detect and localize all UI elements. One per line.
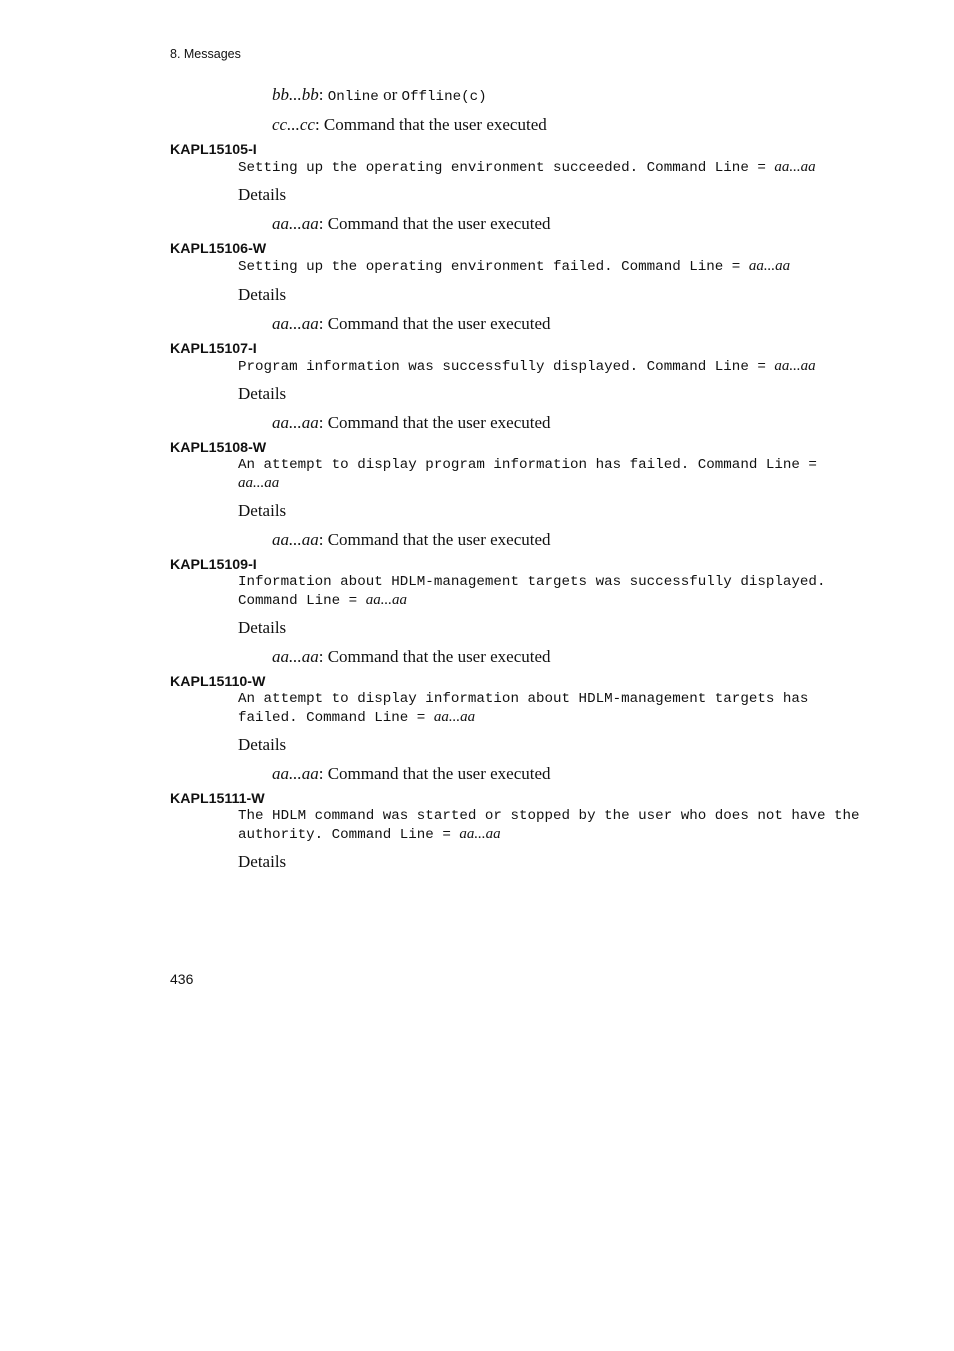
- details-label: Details: [238, 384, 287, 403]
- page-body: [170, 84, 860, 873]
- message-variable: aa...aa: [365, 591, 407, 608]
- details-label: Details: [238, 735, 287, 754]
- message-text: [238, 358, 860, 377]
- detail-parameter: [272, 529, 860, 551]
- param-variable: aa...aa: [272, 647, 319, 666]
- message-id: KAPL15106-W: [170, 241, 267, 257]
- param-bb: [272, 84, 860, 107]
- param-variable: aa...aa: [272, 214, 319, 233]
- message-id: KAPL15107-I: [170, 340, 257, 357]
- param-separator: :: [314, 114, 324, 134]
- message-variable: aa...aa: [238, 474, 280, 491]
- details-label: Details: [238, 618, 287, 637]
- param-variable: aa...aa: [272, 313, 319, 333]
- message-variable: aa...aa: [433, 708, 476, 725]
- message-body: An attempt to display program information has failed. Command Line =: [238, 457, 817, 473]
- code-online: Online: [327, 89, 379, 105]
- message-text: [238, 691, 860, 727]
- param-description: : Command that the user executed: [318, 764, 551, 783]
- details-section: [238, 734, 860, 785]
- details-label: Details: [238, 284, 287, 304]
- message-variable: aa...aa: [459, 825, 501, 842]
- message-variable: aa...aa: [774, 357, 816, 374]
- param-variable: bb...bb: [272, 85, 319, 104]
- page-number: 436: [170, 971, 194, 987]
- message-id: KAPL15108-W: [170, 440, 267, 456]
- message-entry: [170, 673, 860, 785]
- param-description: : Command that the user executed: [318, 530, 551, 549]
- running-header: 8. Messages: [170, 47, 241, 61]
- param-variable: cc...cc: [272, 114, 315, 134]
- message-entry: [170, 340, 860, 435]
- message-entry: [170, 439, 860, 551]
- message-id: KAPL15105-I: [170, 141, 257, 158]
- param-description: : Command that the user executed: [318, 214, 551, 233]
- message-id: KAPL15110-W: [170, 674, 266, 690]
- details-label: Details: [238, 501, 287, 520]
- message-body: Setting up the operating environment failed. Command Line =: [238, 259, 749, 275]
- message-body: The HDLM command was started or stopped by the user who does not have the authority. Command Line =: [238, 808, 860, 843]
- message-text: [238, 457, 860, 493]
- message-entry: [170, 141, 860, 236]
- detail-parameter: [272, 213, 860, 235]
- param-description: Command that the user executed: [323, 114, 547, 134]
- details-section: [238, 284, 860, 335]
- param-or: or: [378, 85, 402, 104]
- param-variable: aa...aa: [272, 413, 319, 432]
- message-entry: [170, 556, 860, 668]
- message-variable: aa...aa: [774, 158, 816, 175]
- details-label: Details: [238, 185, 287, 204]
- message-variable: aa...aa: [748, 258, 791, 274]
- message-text: [238, 258, 860, 277]
- detail-parameter: [272, 646, 860, 668]
- param-variable: aa...aa: [272, 530, 319, 549]
- param-variable: aa...aa: [272, 764, 319, 783]
- message-text: [238, 159, 860, 178]
- param-description: : Command that the user executed: [318, 313, 551, 333]
- message-body: An attempt to display information about HDLM-management targets has failed. Command Line =: [238, 691, 809, 726]
- message-text: [238, 574, 860, 610]
- param-cc: [272, 114, 860, 136]
- message-body: Setting up the operating environment succeeded. Command Line =: [238, 159, 775, 176]
- details-section: [238, 617, 860, 668]
- message-body: Program information was successfully displayed. Command Line =: [238, 358, 775, 375]
- detail-parameter: [272, 313, 860, 335]
- message-text: [238, 808, 860, 844]
- detail-parameter: [272, 412, 860, 434]
- details-section: [238, 184, 860, 235]
- param-description: : Command that the user executed: [318, 647, 551, 666]
- code-offline: Offline(c): [401, 89, 487, 105]
- message-id: KAPL15109-I: [170, 557, 257, 573]
- message-entry: [170, 790, 860, 873]
- details-section: [238, 500, 860, 551]
- detail-parameter: [272, 763, 860, 785]
- message-body: Information about HDLM-management targets was successfully displayed. Command Line =: [238, 574, 826, 609]
- param-separator: :: [318, 85, 328, 104]
- message-list: [170, 141, 860, 874]
- details-section: [238, 383, 860, 434]
- message-entry: [170, 240, 860, 335]
- param-description: : Command that the user executed: [318, 413, 551, 432]
- details-label: Details: [238, 852, 287, 871]
- details-section: [238, 851, 860, 873]
- message-id: KAPL15111-W: [170, 791, 265, 807]
